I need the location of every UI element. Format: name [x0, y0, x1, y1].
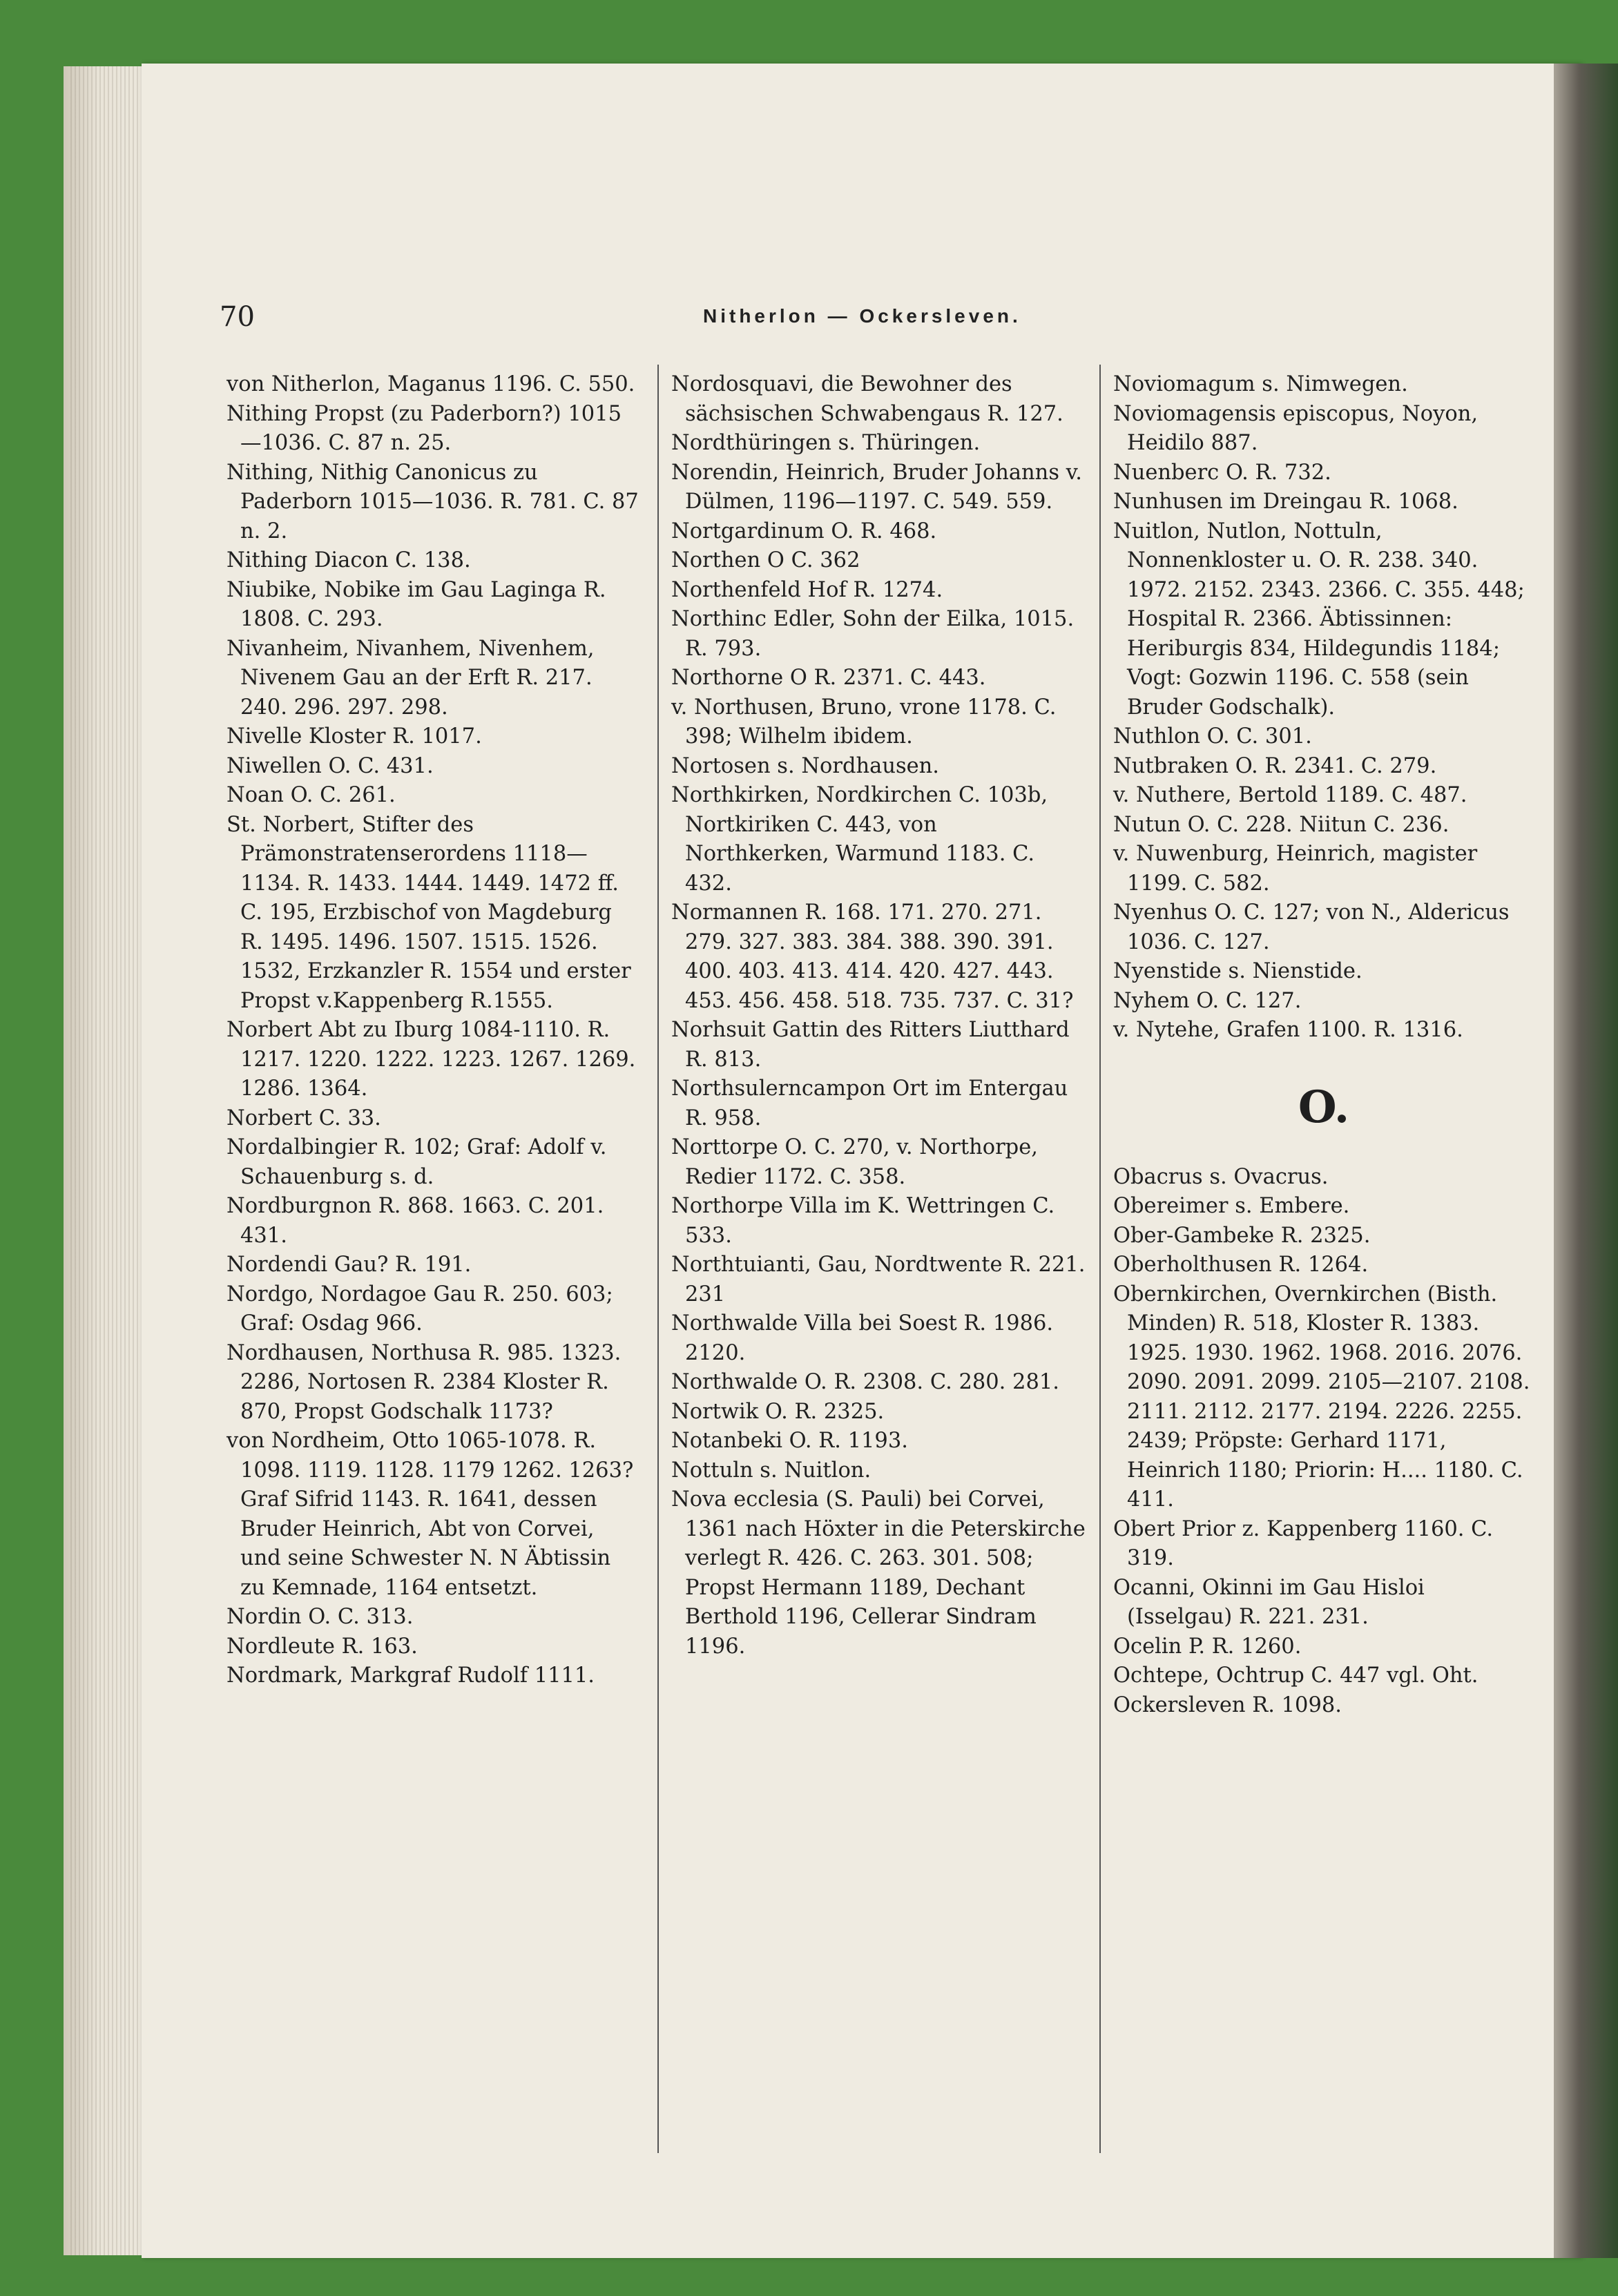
index-column-1: [227, 370, 641, 1691]
index-entry: Norbert C. 33.: [227, 1106, 381, 1130]
index-entry: Ockersleven R. 1098.: [1113, 1692, 1342, 1717]
index-entry: Norendin, Heinrich, Bruder Johanns v. Dülmen, 1196—1197. C. 549. 559.: [671, 460, 1082, 514]
index-entry: Northwalde O. R. 2308. C. 280. 281.: [671, 1370, 1059, 1394]
column-divider: [1099, 365, 1101, 2153]
index-entry: Norttorpe O. C. 270, v. Northorpe, Redier 1172. C. 358.: [671, 1135, 1038, 1189]
page-header: [220, 301, 1532, 343]
index-entry: Noan O. C. 261.: [227, 783, 396, 807]
index-entry: Nordosquavi, die Bewohner des sächsischen Schwabengaus R. 127.: [671, 372, 1063, 426]
index-entry: v. Nuwenburg, Heinrich, magister 1199. C. 582.: [1113, 842, 1478, 896]
index-entry: v. Nytehe, Grafen 1100. R. 1316.: [1113, 1018, 1463, 1042]
index-entry: Nortwik O. R. 2325.: [671, 1399, 885, 1424]
index-entry: Nordendi Gau? R. 191.: [227, 1253, 472, 1277]
index-entry: von Nitherlon, Maganus 1196. C. 550.: [227, 372, 635, 396]
index-entry: Nithing, Nithig Canonicus zu Paderborn 1015—1036. R. 781. C. 87 n. 2.: [227, 460, 639, 543]
page-stack-edge: [64, 66, 153, 2255]
index-entry: Noviomagensis episcopus, Noyon, Heidilo 887.: [1113, 401, 1479, 455]
index-entry: Noviomagum s. Nimwegen.: [1113, 372, 1408, 396]
index-entry: Ocelin P. R. 1260.: [1113, 1634, 1302, 1659]
index-entry: Nyenstide s. Nienstide.: [1113, 959, 1362, 983]
index-entry: Nuthlon O. C. 301.: [1113, 724, 1312, 749]
index-entry: Norhsuit Gattin des Ritters Liutthard R. 813.: [671, 1018, 1070, 1072]
index-entry: Nuitlon, Nutlon, Nottuln, Nonnenkloster u. O. R. 238. 340. 1972. 2152. 2343. 2366. C. 355. 448; Hospital R. 2366. Äbtissinnen: Heriburgis 834, Hildegundis 1184; Vogt: Gozwin 1196. C. 558 (sein Bruder Godschalk).: [1113, 519, 1525, 720]
page-number: 70: [220, 301, 255, 333]
index-entry: Nunhusen im Dreingau R. 1068.: [1113, 490, 1458, 514]
index-entry: Nordhausen, Northusa R. 985. 1323. 2286, Nortosen R. 2384 Kloster R. 870, Propst Godschalk 1173?: [227, 1340, 622, 1424]
index-entry: Nordleute R. 163.: [227, 1634, 418, 1659]
index-entry: Nutun O. C. 228. Niitun C. 236.: [1113, 812, 1450, 837]
index-entry: Northwalde Villa bei Soest R. 1986. 2120.: [671, 1311, 1054, 1365]
index-entry: Norbert Abt zu Iburg 1084-1110. R. 1217. 1220. 1222. 1223. 1267. 1269. 1286. 1364.: [227, 1018, 636, 1101]
index-entry: Nordgo, Nordagoe Gau R. 250. 603; Graf: Osdag 966.: [227, 1282, 613, 1335]
book-gutter: [1554, 64, 1618, 2258]
index-entry: Nova ecclesia (S. Pauli) bei Corvei, 1361 nach Höxter in die Peterskirche verlegt R. 426. C. 263. 301. 508; Propst Hermann 1189, Dechant Berthold 1196, Cellerar Sindram 1196.: [671, 1487, 1086, 1659]
index-entry: Nordin O. C. 313.: [227, 1605, 414, 1629]
index-entry: Nordburgnon R. 868. 1663. C. 201. 431.: [227, 1194, 604, 1248]
index-entry: v. Nuthere, Bertold 1189. C. 487.: [1113, 783, 1467, 807]
section-letter: O.: [1298, 1081, 1350, 1133]
index-entry: Northen O C. 362: [671, 548, 860, 572]
index-entry: Obereimer s. Embere.: [1113, 1194, 1350, 1218]
index-entry: Nithing Propst (zu Paderborn?) 1015—1036. C. 87 n. 25.: [227, 401, 622, 455]
index-entry: v. Northusen, Bruno, vrone 1178. C. 398; Wilhelm ibidem.: [671, 695, 1057, 749]
index-entry: Ocanni, Okinni im Gau Hisloi (Isselgau) R. 221. 231.: [1113, 1575, 1425, 1629]
index-entry: Normannen R. 168. 171. 270. 271. 279. 327. 383. 384. 388. 390. 391. 400. 403. 413. 414. 420. 427. 443. 453. 456. 458. 518. 735. 737. C. 31?: [671, 900, 1074, 1013]
index-entry: Niubike, Nobike im Gau Laginga R. 1808. C. 293.: [227, 577, 606, 631]
index-entry: Northenfeld Hof R. 1274.: [671, 577, 943, 602]
index-entry: St. Norbert, Stifter des Prämonstratenserordens 1118—1134. R. 1433. 1444. 1449. 1472 ff. C. 195, Erzbischof von Magdeburg R. 1495. 1496. 1507. 1515. 1526. 1532, Erzkanzler R. 1554 und erster Propst v.Kappenberg R.1555.: [227, 812, 631, 1013]
index-entry: Northorne O R. 2371. C. 443.: [671, 666, 986, 690]
index-entry: Nordthüringen s. Thüringen.: [671, 431, 981, 455]
index-entry: Northkirken, Nordkirchen C. 103b, Nortkiriken C. 443, von Northkerken, Warmund 1183. C. 432.: [671, 783, 1048, 896]
index-entry: Northorpe Villa im K. Wettringen C. 533.: [671, 1194, 1055, 1248]
index-entry: Ochtepe, Ochtrup C. 447 vgl. Oht.: [1113, 1663, 1479, 1688]
index-entry: Nordmark, Markgraf Rudolf 1111.: [227, 1663, 595, 1688]
index-entry: Northinc Edler, Sohn der Eilka, 1015. R. 793.: [671, 607, 1075, 661]
index-entry: Niwellen O. C. 431.: [227, 753, 434, 778]
index-entry: Obernkirchen, Overnkirchen (Bisth. Minden) R. 518, Kloster R. 1383. 1925. 1930. 1962. 1968. 2016. 2076. 2090. 2091. 2099. 2105—2107. 2108. 2111. 2112. 2177. 2194. 2226. 2255. 2439; Pröpste: Gerhard 1171, Heinrich 1180; Priorin: H.... 1180. C. 411.: [1113, 1282, 1530, 1512]
index-entry: Notanbeki O. R. 1193.: [671, 1429, 908, 1453]
index-entry: Obacrus s. Ovacrus.: [1113, 1164, 1329, 1189]
index-entry: Nutbraken O. R. 2341. C. 279.: [1113, 753, 1437, 778]
running-head: Nitherlon — Ockersleven.: [703, 305, 1021, 327]
index-entry: Nuenberc O. R. 732.: [1113, 460, 1331, 485]
index-entry: Nottuln s. Nuitlon.: [671, 1458, 871, 1483]
index-entry: Oberholthusen R. 1264.: [1113, 1253, 1369, 1277]
index-entry: Nordalbingier R. 102; Graf: Adolf v. Schauenburg s. d.: [227, 1135, 607, 1189]
index-entry: Ober-Gambeke R. 2325.: [1113, 1223, 1371, 1248]
index-entry: Northsulerncampon Ort im Entergau R. 958.: [671, 1077, 1068, 1130]
index-entry: Nortgardinum O. R. 468.: [671, 519, 937, 543]
index-entry: Nivanheim, Nivanhem, Nivenhem, Nivenem Gau an der Erft R. 217. 240. 296. 297. 298.: [227, 636, 595, 720]
index-entry: Nithing Diacon C. 138.: [227, 548, 471, 572]
index-entry: von Nordheim, Otto 1065-1078. R. 1098. 1119. 1128. 1179 1262. 1263? Graf Sifrid 1143. R. 1641, dessen Bruder Heinrich, Abt von Corvei, und seine Schwester N. N Äbtissin zu Kemnade, 1164 entsetzt.: [227, 1429, 634, 1600]
index-entry: Nyhem O. C. 127.: [1113, 988, 1302, 1013]
index-entry: Northtuianti, Gau, Nordtwente R. 221. 231: [671, 1253, 1086, 1306]
index-entry: Obert Prior z. Kappenberg 1160. C. 319.: [1113, 1516, 1494, 1570]
index-column-2: [671, 370, 1087, 1661]
index-column-3: [1113, 370, 1534, 1720]
column-divider: [657, 365, 659, 2153]
index-entry: Nortosen s. Nordhausen.: [671, 753, 939, 778]
index-entry: Nivelle Kloster R. 1017.: [227, 724, 482, 749]
index-entry: Nyenhus O. C. 127; von N., Aldericus 1036. C. 127.: [1113, 900, 1510, 954]
